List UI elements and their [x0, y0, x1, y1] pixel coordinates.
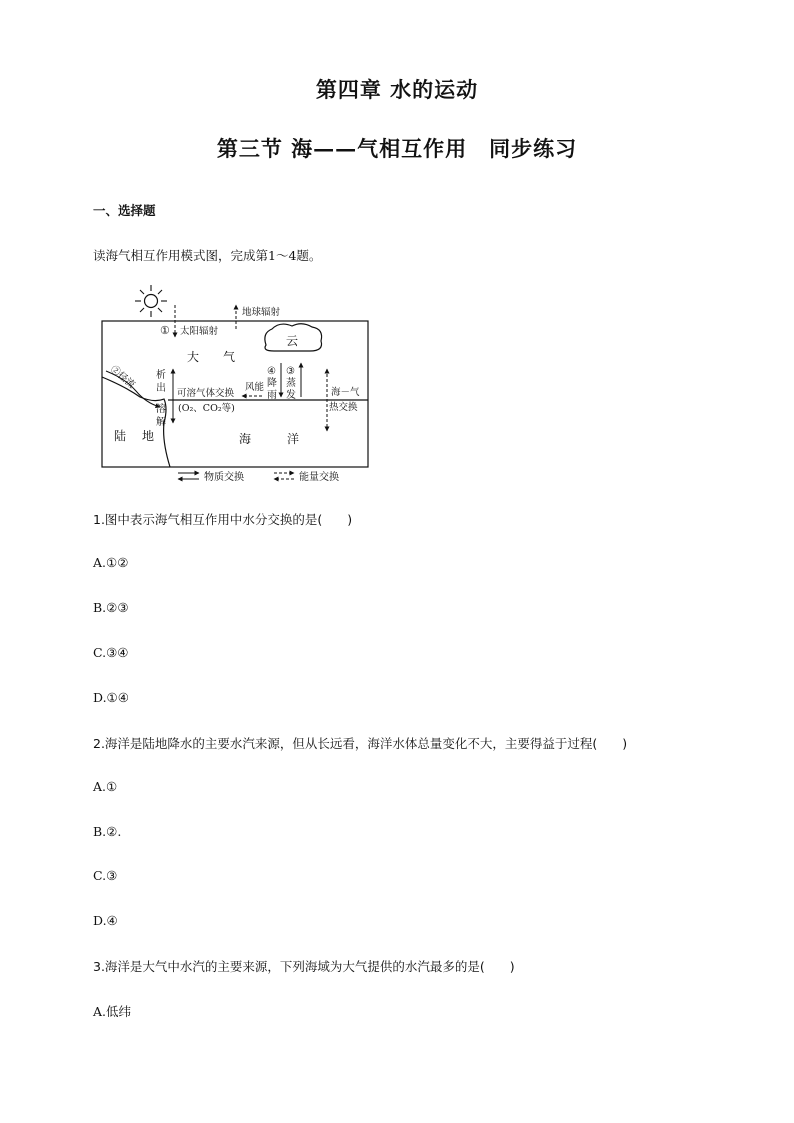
atmosphere-label-1: 大	[187, 350, 200, 364]
evap-label-1: 蒸	[286, 378, 296, 389]
chapter-title: 第四章 水的运动	[315, 77, 479, 102]
legend-energy-label: 能量交换	[299, 472, 339, 483]
land-label-2: 地	[142, 429, 155, 443]
section-heading: 一、选择题	[93, 203, 156, 218]
sun-label: ①	[160, 324, 170, 337]
solar-radiation-label: 太阳辐射	[180, 326, 219, 337]
gases-label: (O₂、CO₂等)	[178, 403, 235, 414]
ocean-label-1: 海	[239, 432, 252, 446]
wind-energy-label: 风能	[245, 382, 265, 393]
section-title: 第三节 海——气相互作用 同步练习	[216, 136, 578, 161]
question-1-option-b: B.②③	[93, 600, 129, 615]
diagram-frame	[102, 321, 368, 467]
sea-air-interaction-diagram	[96, 283, 386, 488]
cloud-label: 云	[286, 334, 299, 348]
dissolve-label-2: 解	[156, 417, 166, 428]
question-2-option-a: A.①	[93, 779, 118, 794]
question-3-stem: 3.海洋是大气中水汽的主要来源，下列海域为大气提供的水汽最多的是( )	[93, 959, 515, 974]
sun-icon	[135, 285, 167, 317]
question-1-option-a: A.①②	[93, 555, 129, 570]
sea-air-label-1: 海－气	[331, 387, 360, 398]
soluble-gas-label: 可溶气体交换	[177, 388, 235, 399]
question-1-stem: 1.图中表示海气相互作用中水分交换的是( )	[93, 512, 353, 527]
question-1-option-d: D.①④	[93, 690, 129, 705]
ocean-label-2: 洋	[287, 432, 300, 446]
sea-air-label-2: 热交换	[329, 402, 358, 413]
runoff-label: ②径流	[108, 363, 137, 391]
land-label-1: 陆	[114, 429, 127, 443]
label-4: ④	[267, 366, 276, 377]
question-2-stem: 2.海洋是陆地降水的主要水汽来源，但从长远看，海洋水体总量变化不大，主要得益于过程( )	[93, 736, 628, 751]
precipitate-label-1: 析	[156, 370, 166, 381]
earth-radiation-label: 地球辐射	[242, 307, 281, 318]
question-1-option-c: C.③④	[93, 645, 129, 660]
instruction-text: 读海气相互作用模式图，完成第1～4题。	[93, 248, 322, 263]
question-2-option-d: D.④	[93, 913, 118, 928]
question-3-option-a: A.低纬	[93, 1004, 132, 1019]
question-2-option-c: C.③	[93, 868, 118, 883]
rain-label-2: 雨	[267, 390, 277, 401]
rain-label-1: 降	[267, 378, 277, 389]
atmosphere-label-2: 气	[223, 350, 236, 364]
dissolve-label-1: 溶	[156, 404, 166, 415]
evap-label-2: 发	[286, 390, 296, 401]
legend-material-label: 物质交换	[204, 472, 244, 483]
precipitate-label-2: 出	[156, 383, 166, 394]
question-2-option-b: B.②.	[93, 824, 122, 839]
label-3: ③	[286, 366, 295, 377]
